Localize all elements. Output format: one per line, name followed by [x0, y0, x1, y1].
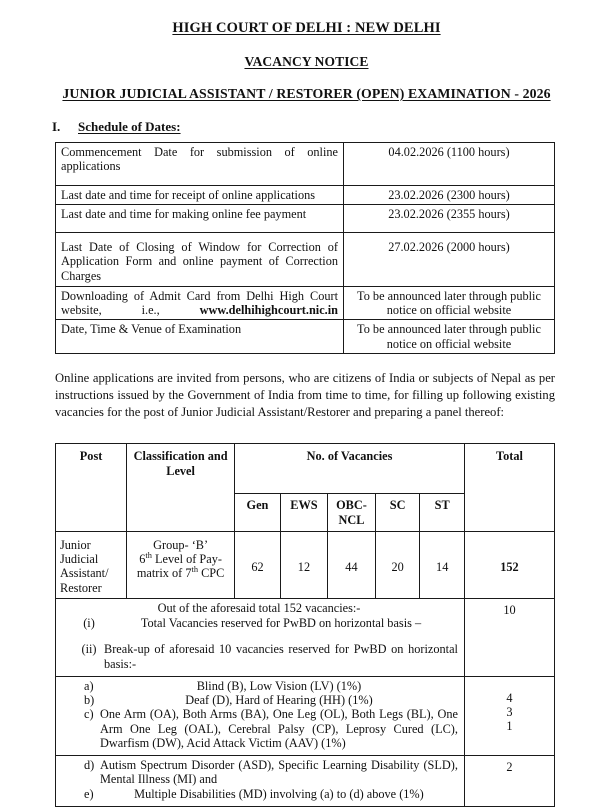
schedule-label: Date, Time & Venue of Examination [56, 320, 344, 354]
schedule-value: 23.02.2026 (2355 hours) [344, 204, 555, 232]
ordinal-suffix-7th: th [191, 565, 199, 575]
document-title-line2: VACANCY NOTICE [244, 54, 369, 69]
section-heading-schedule [0, 119, 613, 135]
pwbd-breakup-text-abc [56, 676, 465, 755]
table-row [56, 204, 555, 232]
pwbd-item-ii-marker: (ii) [81, 642, 97, 657]
section-numeral: I. [52, 119, 61, 134]
col-header-st: ST [420, 494, 465, 532]
pwbd-marker-c: c) [84, 707, 94, 722]
pwbd-value-a: 4 [506, 690, 513, 705]
schedule-value: To be announced later through public notice on official website [344, 286, 555, 320]
pwbd-item-i [60, 616, 458, 630]
pwbd-item-ii-text: Break-up of aforesaid 10 vacancies reserved for PwBD on horizontal basis:- [104, 642, 458, 671]
pwbd-lead-text: Out of the aforesaid total 152 vacancies:- [157, 600, 361, 615]
document-page [0, 20, 613, 801]
col-header-sc: SC [375, 494, 420, 532]
delhi-high-court-website-url: www.delhihighcourt.nic.in [199, 303, 338, 317]
schedule-label-text: Downloading of Admit Card from Delhi High Court website, i.e., [61, 288, 338, 317]
table-row [56, 143, 555, 186]
cell-gen-count: 62 [235, 531, 281, 598]
pwbd-summary-row [56, 598, 555, 676]
schedule-value: 27.02.2026 (2000 hours) [344, 233, 555, 287]
pwbd-text-c: One Arm (OA), Both Arms (BA), One Leg (OL), Both Legs (BL), One Arm One Leg (OAL), Cerebral Palsy (CP), Leprosy Cured (LC), Dwarfism (DW), Acid Attack Victim (AAV) (1%) [100, 707, 458, 750]
schedule-label: Commencement Date for submission of online applications [56, 143, 344, 186]
table-row [56, 185, 555, 204]
pwbd-value-d: 2 [464, 756, 554, 807]
pwbd-breakup-row-1 [56, 676, 555, 755]
document-title-line3: JUNIOR JUDICIAL ASSISTANT / RESTORER (OPEN) EXAMINATION - 2026 [62, 86, 551, 101]
col-header-ews: EWS [280, 494, 327, 532]
table-row [56, 320, 555, 354]
schedule-label: Last date and time for receipt of online applications [56, 185, 344, 204]
classification-line2-pre: 6 [139, 552, 146, 567]
spacer [60, 630, 458, 641]
cell-sc-count: 20 [375, 531, 420, 598]
cell-total-count: 152 [464, 531, 554, 598]
pwbd-breakup-values-abc [464, 676, 554, 755]
pwbd-value-c: 1 [506, 719, 513, 734]
col-header-total: Total [464, 444, 554, 532]
schedule-value: To be announced later through public notice on official website [344, 320, 555, 354]
pwbd-marker-d: d) [84, 758, 95, 773]
pwbd-breakup-item-c [84, 707, 458, 750]
ordinal-suffix-6th: th [145, 551, 152, 561]
schedule-value: 23.02.2026 (2300 hours) [344, 185, 555, 204]
table-header-row [56, 444, 555, 494]
schedule-label-admit-card [56, 286, 344, 320]
cell-ews-count: 12 [280, 531, 327, 598]
pwbd-marker-e: e) [84, 786, 94, 801]
pwbd-text-a: Blind (B), Low Vision (LV) (1%) [196, 678, 362, 693]
pwbd-breakup-item-a [84, 679, 458, 693]
section-title: Schedule of Dates: [78, 119, 181, 134]
pwbd-text-b: Deaf (D), Hard of Hearing (HH) (1%) [185, 693, 373, 708]
cell-st-count: 14 [420, 531, 465, 598]
pwbd-breakup-row-2 [56, 756, 555, 807]
schedule-of-dates-table [55, 142, 555, 354]
pwbd-total-reserved-value: 10 [464, 598, 554, 676]
classification-line2-end: CPC [198, 566, 225, 581]
pwbd-breakup-item-d [84, 758, 458, 787]
schedule-table-wrapper [0, 142, 613, 354]
col-header-obc-ncl: OBC-NCL [328, 494, 376, 532]
table-row [56, 531, 555, 598]
table-row [56, 286, 555, 320]
schedule-label: Last date and time for making online fee payment [56, 204, 344, 232]
pwbd-marker-a: a) [84, 678, 94, 693]
col-header-gen: Gen [235, 494, 281, 532]
pwbd-item-ii [60, 642, 458, 671]
cell-post-name: Junior Judicial Assistant/ Restorer [56, 531, 127, 598]
pwbd-breakup-item-b [84, 693, 458, 707]
vacancy-details-table [55, 443, 555, 807]
document-title-line1: HIGH COURT OF DELHI : NEW DELHI [172, 20, 441, 36]
vacancy-table-wrapper [0, 443, 613, 807]
schedule-value: 04.02.2026 (1100 hours) [344, 143, 555, 186]
col-header-post: Post [56, 444, 127, 532]
pwbd-breakup-text-de [56, 756, 465, 807]
col-header-classification: Classification and Level [127, 444, 235, 532]
table-row [56, 233, 555, 287]
schedule-label: Last Date of Closing of Window for Correction of Application Form and online payment of Correction Charges [56, 233, 344, 287]
pwbd-text-e: Multiple Disabilities (MD) involving (a) to (d) above (1%) [134, 786, 424, 801]
classification-line2-post: Level of Pay-matrix of 7 [136, 552, 222, 581]
pwbd-value-b: 3 [506, 705, 513, 720]
pwbd-item-i-marker: (i) [83, 616, 95, 631]
cell-obc-ncl-count: 44 [328, 531, 376, 598]
classification-line1: Group- ‘B’ [153, 537, 209, 552]
pwbd-text-d: Autism Spectrum Disorder (ASD), Specific Learning Disability (SLD), Mental Illness (MI) and [100, 758, 458, 787]
pwbd-breakup-item-e [84, 787, 458, 801]
pwbd-item-i-text: Total Vacancies reserved for PwBD on horizontal basis – [140, 616, 422, 631]
pwbd-summary-text [56, 598, 465, 676]
intro-paragraph: Online applications are invited from persons, who are citizens of India or subjects of Nepal as per instructions issued by the Government of India from time to time, for filling up following existing vacancies for the post of Junior Judicial Assistant/Restorer and preparing a panel thereof: [55, 370, 555, 419]
pwbd-marker-b: b) [84, 693, 95, 708]
cell-classification [127, 531, 235, 598]
col-header-vacancies: No. of Vacancies [235, 444, 465, 494]
